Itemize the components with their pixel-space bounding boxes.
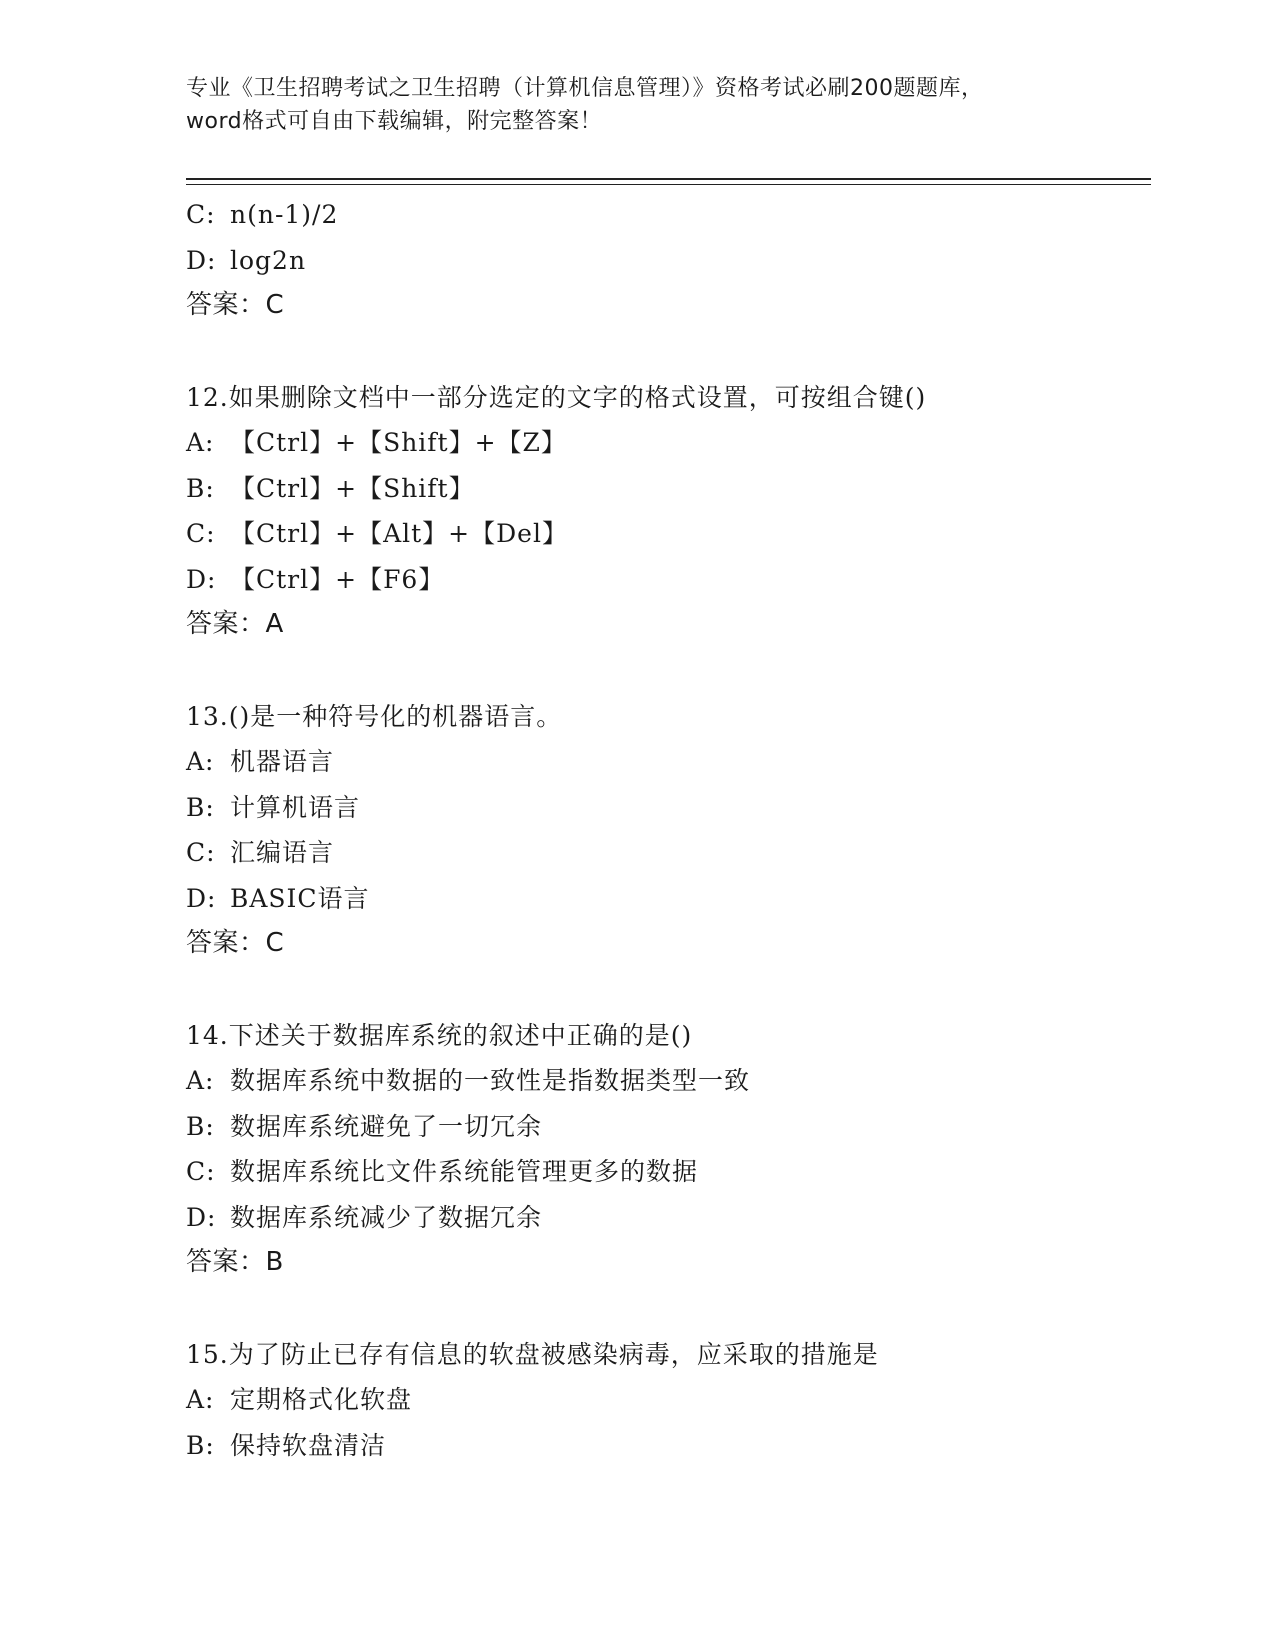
option-key: A: (186, 747, 215, 776)
header-rule-thick (186, 178, 1151, 180)
option-key: D: (186, 245, 217, 275)
option-key: D: (186, 1202, 217, 1232)
option-text: 【Ctrl】+【Shift】+【Z】 (230, 428, 567, 457)
option-text: 数据库系统中数据的一致性是指数据类型一致 (230, 1066, 751, 1095)
option-text: 计算机语言 (230, 792, 361, 822)
option-line (186, 238, 1151, 284)
option-key: A: (186, 1385, 215, 1414)
option-line (186, 1377, 1151, 1423)
answer-line: 答案：B (186, 1247, 284, 1277)
spacer (186, 329, 1151, 375)
option-line (186, 1058, 1151, 1104)
option-text: 数据库系统减少了数据冗余 (230, 1202, 543, 1232)
option-line (186, 1104, 1151, 1150)
option-line (186, 1423, 1151, 1469)
option-text: 汇编语言 (230, 838, 335, 867)
answer-line: 答案：A (186, 609, 284, 639)
option-line (186, 739, 1151, 785)
option-key: B: (186, 473, 215, 503)
option-key: A: (186, 428, 215, 457)
option-key: C: (186, 519, 216, 548)
option-key: B: (186, 1111, 215, 1141)
option-text: BASIC语言 (230, 883, 370, 913)
option-line (186, 420, 1151, 466)
option-text: 保持软盘清洁 (230, 1430, 387, 1460)
option-text: 数据库系统比文件系统能管理更多的数据 (230, 1157, 699, 1186)
option-key: B: (186, 1430, 215, 1460)
option-text: 【Ctrl】+【Alt】+【Del】 (230, 519, 568, 548)
option-key: C: (186, 838, 216, 867)
option-key: C: (186, 200, 216, 229)
question-stem: 13.()是一种符号化的机器语言。 (186, 701, 563, 731)
question-content (186, 192, 1151, 1468)
spacer (186, 1286, 1151, 1332)
option-line (186, 1149, 1151, 1195)
question-stem: 15.为了防止已存有信息的软盘被感染病毒，应采取的措施是 (186, 1339, 879, 1369)
option-line (186, 876, 1151, 922)
header-line-1: 专业《卫生招聘考试之卫生招聘（计算机信息管理）》资格考试必刷200题题库， (186, 76, 984, 101)
option-key: A: (186, 1066, 215, 1095)
option-line (186, 557, 1151, 603)
option-text: 定期格式化软盘 (230, 1385, 413, 1414)
answer-line: 答案：C (186, 928, 285, 958)
option-key: B: (186, 792, 215, 822)
option-text: 机器语言 (230, 747, 335, 776)
option-line (186, 192, 1151, 238)
option-line (186, 830, 1151, 876)
option-line (186, 511, 1151, 557)
option-text: 【Ctrl】+【Shift】 (230, 473, 475, 503)
spacer (186, 967, 1151, 1013)
option-key: C: (186, 1157, 216, 1186)
option-line (186, 1195, 1151, 1241)
header-line-2: word格式可自由下载编辑，附完整答案！ (186, 109, 603, 134)
option-key: D: (186, 883, 217, 913)
option-text: 数据库系统避免了一切冗余 (230, 1111, 543, 1141)
question-stem: 12.如果删除文档中一部分选定的文字的格式设置，可按组合键() (186, 382, 927, 412)
document-header (186, 72, 1086, 138)
option-line (186, 785, 1151, 831)
option-key: D: (186, 564, 217, 594)
spacer (186, 648, 1151, 694)
option-text: log2n (230, 245, 307, 275)
answer-line: 答案：C (186, 290, 285, 320)
question-stem: 14.下述关于数据库系统的叙述中正确的是() (186, 1020, 693, 1050)
option-text: 【Ctrl】+【F6】 (230, 564, 445, 594)
header-rule-thin (186, 184, 1151, 185)
option-line (186, 466, 1151, 512)
option-text: n(n-1)/2 (230, 200, 339, 229)
